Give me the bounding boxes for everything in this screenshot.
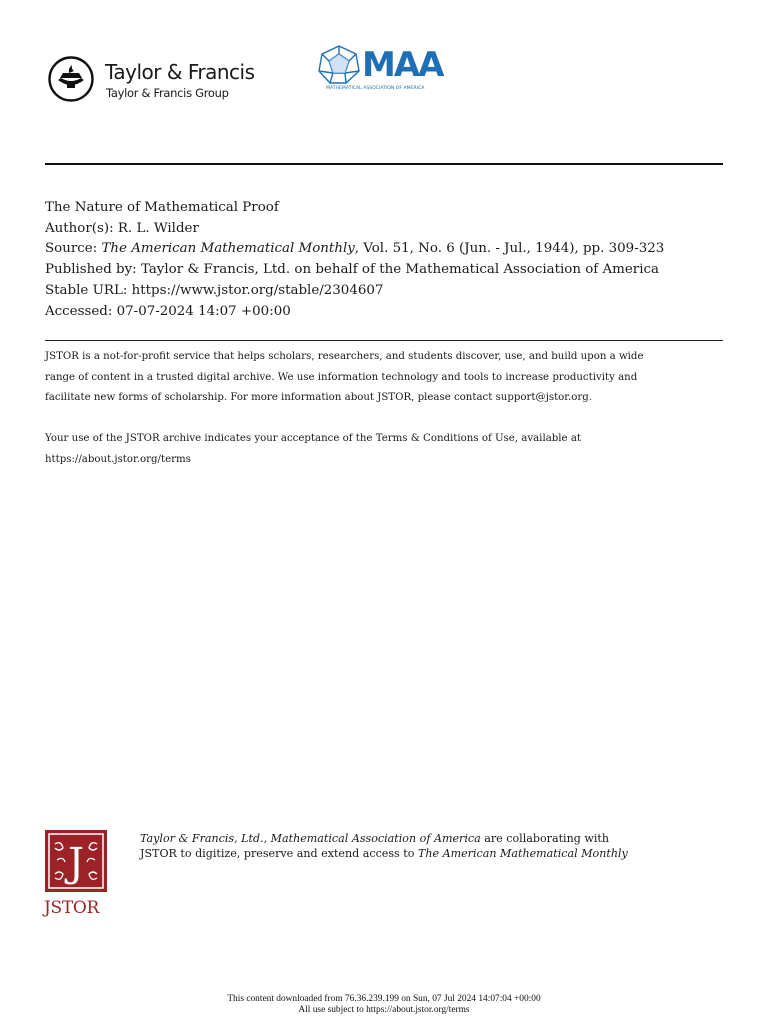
publisher-label: Published by: [45,262,137,278]
author-line [45,219,735,240]
collaboration-line-2 [140,847,700,862]
taylor-francis-group-label: Taylor & Francis Group [106,86,229,100]
maa-wordmark: MAA [362,45,443,85]
article-metadata [45,198,735,322]
stable-url-label: Stable URL: [45,282,128,298]
polyhedron-icon [316,44,362,86]
lamp-in-circle-icon [48,56,94,102]
svg-text:J: J [67,840,85,886]
source-label: Source: [45,241,98,257]
taylor-francis-wordmark: Taylor & Francis [105,60,255,84]
collaboration-line-1 [140,832,700,847]
notice-line: JSTOR is a not-for-profit service that helps scholars, researchers, and students discover, use, and build upon a wide [45,351,644,362]
collaboration-statement [140,832,700,861]
collaboration-text-2: JSTOR to digitize, preserve and extend access to [140,846,418,860]
download-footer [0,994,768,1016]
header-divider [45,163,723,165]
maa-subtitle: MATHEMATICAL ASSOCIATION OF AMERICA [326,86,425,91]
source-line [45,239,735,260]
collaboration-text-1: are collaborating with [480,832,609,845]
publisher-line [45,260,735,281]
publisher-name: Taylor & Francis, Ltd. on behalf of the Mathematical Association of America [140,262,659,278]
terms-notice [45,429,725,470]
accessed-line [45,302,735,323]
jstor-wordmark: JSTOR [44,898,100,918]
stable-url-link[interactable]: https://www.jstor.org/stable/2304607 [131,282,384,298]
maa-logo [316,44,443,96]
accessed-label: Accessed: [45,303,113,319]
collaboration-journal: The American Mathematical Monthly [417,846,628,860]
footer-terms: All use subject to https://about.jstor.org/terms [298,1005,470,1015]
jstor-emblem-icon [45,830,107,892]
taylor-francis-logo [48,54,268,110]
footer-download-info: This content downloaded from 76.36.239.199 on Sun, 07 Jul 2024 14:07:04 +00:00 [227,994,541,1004]
journal-title: The American Mathematical Monthly [101,241,355,257]
notice-line: facilitate new forms of scholarship. For more information about JSTOR, please contact support@jstor.org. [45,392,593,404]
notice-line: range of content in a trusted digital archive. We use information technology and tools to increase productivity and [45,371,638,383]
author-label: Author(s): [45,220,114,236]
terms-line: Your use of the JSTOR archive indicates your acceptance of the Terms & Conditions of Use, available at [45,433,581,444]
article-title: The Nature of Mathematical Proof [45,200,279,215]
author-name: R. L. Wilder [117,220,199,236]
jstor-notice [45,347,725,409]
terms-link[interactable]: https://about.jstor.org/terms [45,453,191,465]
accessed-date: 07-07-2024 14:07 +00:00 [116,303,291,319]
source-details: , Vol. 51, No. 6 (Jun. - Jul., 1944), pp. 309-323 [354,241,665,257]
jstor-logo [44,828,110,922]
stable-url-line [45,281,735,302]
partner-names: Taylor & Francis, Ltd., Mathematical Association of America [140,832,481,845]
metadata-divider [45,340,723,341]
